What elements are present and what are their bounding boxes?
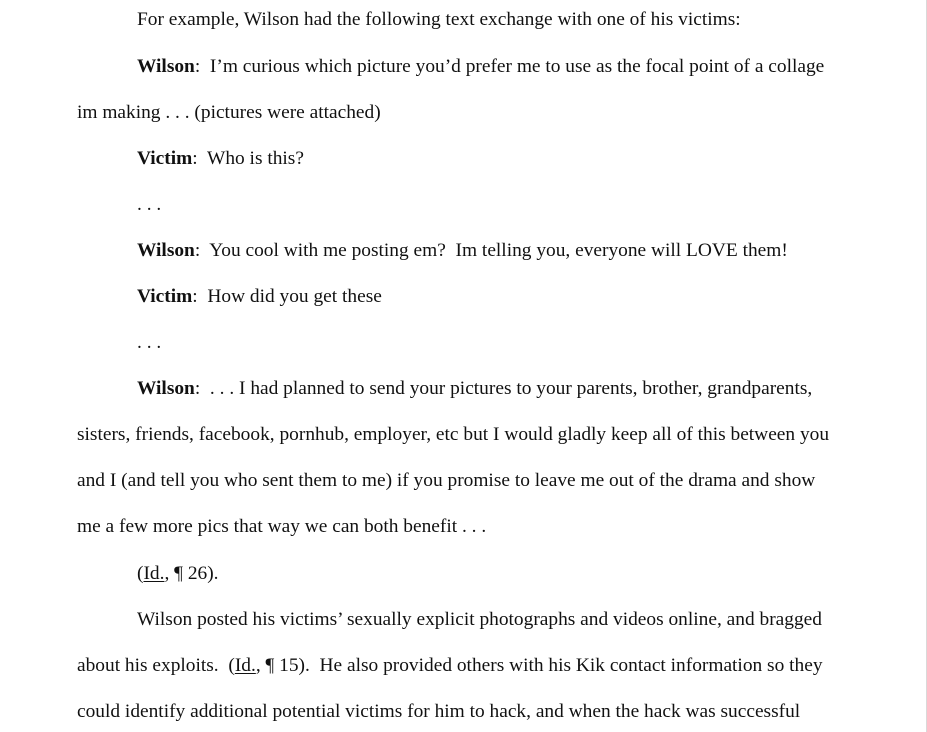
speaker-separator: :	[194, 240, 201, 261]
body-text: about his exploits. (	[77, 655, 235, 676]
speaker-label: Victim	[137, 286, 193, 307]
message-continuation: sisters, friends, facebook, pornhub, employer, etc but I would gladly keep all of this between you	[77, 424, 830, 445]
message-text: Who is this?	[197, 148, 304, 169]
message-text: How did you get these	[197, 286, 382, 307]
exchange-line	[137, 377, 812, 401]
citation-line	[137, 562, 219, 586]
body-paragraph-line: Wilson posted his victims’ sexually explicit photographs and videos online, and bragged	[137, 609, 822, 630]
message-continuation: and I (and tell you who sent them to me) if you promise to leave me out of the drama and show	[77, 470, 816, 491]
exchange-line	[137, 239, 788, 263]
omission-ellipsis: . . .	[137, 194, 162, 215]
body-text: , ¶ 15). He also provided others with his Kik contact information so they	[255, 655, 823, 676]
speaker-separator: :	[192, 148, 198, 169]
body-paragraph-line: could identify additional potential victims for him to hack, and when the hack was successful	[77, 701, 801, 722]
exchange-line	[137, 147, 304, 171]
speaker-separator: :	[192, 286, 198, 307]
body-paragraph-line	[77, 654, 823, 678]
citation-rest: , ¶ 26).	[164, 563, 219, 584]
message-text: I’m curious which picture you’d prefer me to use as the focal point of a collage	[200, 56, 825, 77]
citation-id: Id.	[143, 563, 165, 584]
speaker-label: Wilson	[137, 56, 195, 77]
message-text: You cool with me posting em? Im telling you, everyone will LOVE them!	[200, 240, 788, 261]
speaker-separator: :	[194, 56, 201, 77]
omission-ellipsis: . . .	[137, 332, 162, 353]
citation-open: (	[137, 563, 144, 584]
message-continuation: im making . . . (pictures were attached)	[77, 102, 381, 123]
citation-id: Id.	[234, 655, 256, 676]
message-text: . . . I had planned to send your pictures to your parents, brother, grandparents,	[200, 378, 813, 399]
exchange-line	[137, 55, 824, 79]
speaker-label: Victim	[137, 148, 193, 169]
speaker-label: Wilson	[137, 240, 195, 261]
speaker-separator: :	[194, 378, 201, 399]
message-continuation: me a few more pics that way we can both benefit . . .	[77, 516, 487, 537]
exchange-line	[137, 285, 382, 309]
intro-paragraph: For example, Wilson had the following text exchange with one of his victims:	[137, 9, 741, 30]
speaker-label: Wilson	[137, 378, 195, 399]
